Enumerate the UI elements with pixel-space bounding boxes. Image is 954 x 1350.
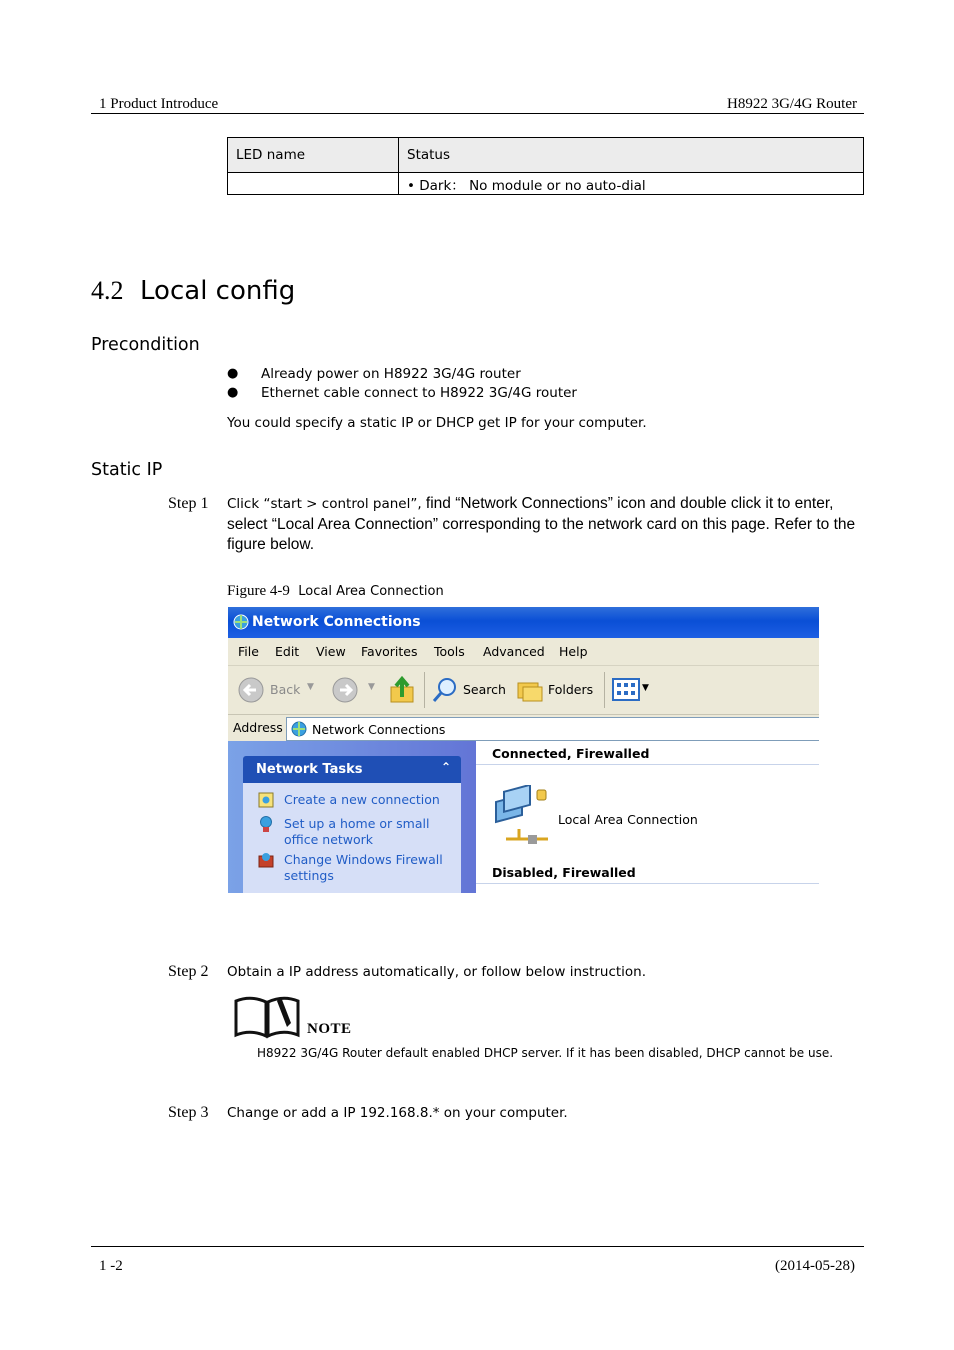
led-status-table — [227, 137, 864, 195]
table-header-led-name: LED name — [228, 138, 399, 173]
home-network-icon — [257, 815, 275, 833]
table-cell-led-name — [228, 173, 399, 195]
header-product: H8922 3G/4G Router — [727, 96, 857, 112]
step1-label: Step 1 — [168, 495, 209, 512]
network-connections-window — [228, 607, 819, 893]
step1-click-text: Click “start > control panel”, — [227, 496, 426, 512]
menu-favorites[interactable]: Favorites — [361, 644, 418, 659]
address-bar — [228, 715, 819, 741]
network-globe-icon — [232, 613, 250, 631]
menu-help[interactable]: Help — [559, 644, 588, 659]
task-firewall-settings[interactable]: Change Windows Firewall settings — [284, 852, 443, 883]
address-input[interactable] — [286, 717, 819, 741]
folders-button[interactable]: Folders — [548, 682, 594, 697]
header-chapter: 1 Product Introduce — [99, 96, 219, 112]
figure-title: Local Area Connection — [298, 584, 444, 599]
footer-date: (2014-05-28) — [775, 1258, 855, 1274]
address-value: Network Connections — [312, 722, 446, 737]
up-folder-icon[interactable] — [388, 675, 416, 705]
network-tasks-header[interactable] — [243, 756, 461, 783]
menu-edit[interactable]: Edit — [275, 644, 300, 659]
local-area-connection-label[interactable]: Local Area Connection — [558, 812, 698, 827]
menu-advanced[interactable]: Advanced — [483, 644, 545, 659]
task-create-connection[interactable]: Create a new connection — [284, 792, 440, 807]
static-ip-heading: Static IP — [91, 460, 163, 480]
toolbar-separator — [604, 672, 605, 708]
window-title: Network Connections — [252, 614, 421, 630]
precondition-heading: Precondition — [91, 335, 200, 355]
task-pane — [228, 741, 476, 893]
folders-icon[interactable] — [516, 677, 544, 703]
network-tasks-title: Network Tasks — [256, 762, 363, 777]
section-title: Local config — [140, 276, 296, 306]
back-dropdown-icon[interactable]: ▼ — [307, 682, 314, 692]
group-divider — [476, 764, 819, 765]
firewall-icon — [257, 851, 275, 869]
step2-text: Obtain a IP address automatically, or follow below instruction. — [227, 964, 647, 980]
search-icon[interactable] — [431, 676, 459, 704]
table-row — [228, 173, 864, 195]
page-number: 1 -2 — [99, 1258, 123, 1274]
note-book-icon — [233, 993, 303, 1039]
figure-number: Figure 4-9 — [227, 583, 290, 599]
views-icon[interactable] — [612, 678, 642, 702]
collapse-chevron-icon[interactable]: ⌃ — [440, 760, 451, 774]
back-button[interactable]: Back — [270, 682, 301, 697]
forward-arrow-icon[interactable] — [331, 676, 359, 704]
table-cell-status: • Dark： No module or no auto-dial — [399, 173, 864, 195]
step1-text — [227, 494, 863, 556]
table-header-status: Status — [399, 138, 864, 173]
menu-file[interactable]: File — [238, 644, 259, 659]
connections-list — [476, 741, 819, 893]
section-number: 4.2 — [91, 276, 124, 305]
note-text: H8922 3G/4G Router default enabled DHCP server. If it has been disabled, DHCP cannot be use. — [257, 1046, 834, 1060]
footer-rule — [91, 1246, 864, 1247]
window-titlebar[interactable] — [228, 607, 819, 638]
precondition-text: You could specify a static IP or DHCP get IP for your computer. — [227, 415, 647, 431]
bullet-icon: ● — [227, 385, 239, 400]
header-rule — [91, 113, 864, 114]
step3-label: Step 3 — [168, 1104, 209, 1121]
section-heading — [91, 276, 295, 306]
network-tasks-body — [243, 783, 461, 893]
group-divider — [476, 883, 819, 884]
back-arrow-icon[interactable] — [237, 676, 265, 704]
forward-dropdown-icon[interactable]: ▼ — [368, 682, 375, 692]
figure-caption — [227, 582, 444, 600]
group-connected-firewalled: Connected, Firewalled — [492, 746, 650, 761]
toolbar-separator — [424, 672, 425, 708]
toolbar — [228, 666, 819, 715]
menu-bar — [228, 638, 819, 666]
task-home-network[interactable]: Set up a home or small office network — [284, 816, 430, 847]
local-area-connection-icon[interactable] — [492, 785, 552, 847]
note-label: NOTE — [307, 1021, 352, 1037]
menu-tools[interactable]: Tools — [434, 644, 465, 659]
search-button[interactable]: Search — [463, 682, 506, 697]
views-dropdown-icon[interactable]: ▼ — [642, 683, 649, 693]
network-globe-icon — [290, 720, 308, 738]
new-connection-icon — [257, 791, 275, 809]
step1-instruction: find “Network Connections” icon and double click it to enter, select “Local Area Connection” corresponding to the network card on this page. Refer to the figure below. — [227, 495, 856, 553]
step3-text: Change or add a IP 192.168.8.* on your computer. — [227, 1105, 568, 1121]
menu-view[interactable]: View — [316, 644, 346, 659]
bullet-icon: ● — [227, 366, 239, 381]
address-label: Address — [233, 720, 283, 735]
step2-label: Step 2 — [168, 963, 209, 980]
table-header-row — [228, 138, 864, 173]
group-disabled-firewalled: Disabled, Firewalled — [492, 865, 636, 880]
